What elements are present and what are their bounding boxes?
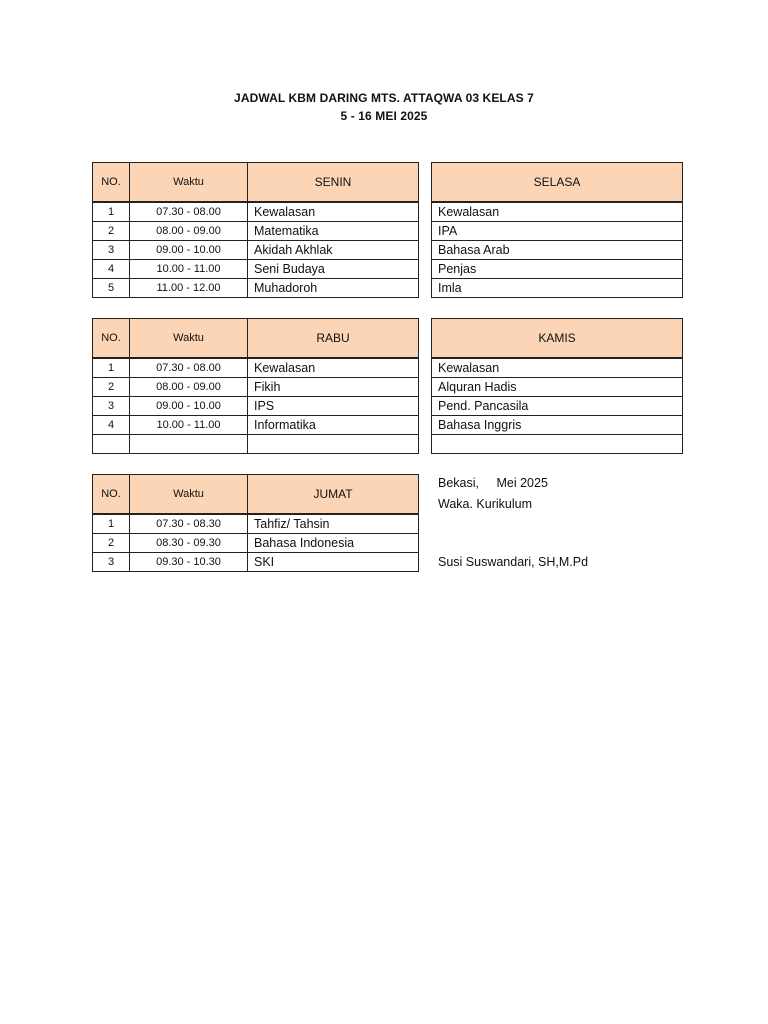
table-row <box>432 241 683 260</box>
header-day-kamis: KAMIS <box>432 319 683 359</box>
table-row <box>432 397 683 416</box>
row-subject: Imla <box>432 279 683 298</box>
table-row <box>93 378 419 397</box>
row-time <box>130 435 248 454</box>
table-row <box>93 553 419 572</box>
header-waktu: Waktu <box>130 475 248 515</box>
row-subject: Fikih <box>248 378 419 397</box>
row-no: 4 <box>93 260 130 279</box>
row-subject: SKI <box>248 553 419 572</box>
row-time: 08.00 - 09.00 <box>130 222 248 241</box>
row-time: 09.30 - 10.30 <box>130 553 248 572</box>
schedule-table-jumat <box>92 474 419 572</box>
row-subject: Informatika <box>248 416 419 435</box>
row-time: 07.30 - 08.00 <box>130 202 248 222</box>
table-row <box>432 378 683 397</box>
table-row <box>93 202 419 222</box>
row-subject: Kewalasan <box>432 358 683 378</box>
table-header-row <box>93 475 419 515</box>
table-header-row <box>93 163 419 203</box>
row-no: 2 <box>93 534 130 553</box>
row-subject: Kewalasan <box>248 202 419 222</box>
row-subject: Matematika <box>248 222 419 241</box>
row-time: 11.00 - 12.00 <box>130 279 248 298</box>
table-row <box>432 279 683 298</box>
row-subject: Bahasa Indonesia <box>248 534 419 553</box>
row-time: 09.00 - 10.00 <box>130 397 248 416</box>
row-no: 3 <box>93 241 130 260</box>
row-subject: Tahfiz/ Tahsin <box>248 514 419 534</box>
row-subject: Kewalasan <box>432 202 683 222</box>
row-subject: IPS <box>248 397 419 416</box>
table-row <box>432 222 683 241</box>
row-subject: Bahasa Arab <box>432 241 683 260</box>
table-row <box>93 435 419 454</box>
row-no: 1 <box>93 202 130 222</box>
signature-place: Bekasi, <box>438 476 479 490</box>
table-row <box>93 416 419 435</box>
row-no: 1 <box>93 358 130 378</box>
table-row <box>432 416 683 435</box>
table-row <box>93 397 419 416</box>
header-day-jumat: JUMAT <box>248 475 419 515</box>
document-date-range: 5 - 16 MEI 2025 <box>340 109 428 123</box>
document-title: JADWAL KBM DARING MTS. ATTAQWA 03 KELAS 7 <box>234 91 534 105</box>
row-time: 09.00 - 10.00 <box>130 241 248 260</box>
table-row <box>432 260 683 279</box>
table-row <box>93 534 419 553</box>
header-waktu: Waktu <box>130 163 248 203</box>
row-no: 5 <box>93 279 130 298</box>
row-time: 08.30 - 09.30 <box>130 534 248 553</box>
header-no: NO. <box>93 319 130 359</box>
signature-name: Susi Suswandari, SH,M.Pd <box>438 555 589 569</box>
row-no: 1 <box>93 514 130 534</box>
header-no: NO. <box>93 163 130 203</box>
table-row <box>432 358 683 378</box>
row-no <box>93 435 130 454</box>
signature-place-date <box>438 476 548 490</box>
table-row <box>432 435 683 454</box>
row-subject: Akidah Akhlak <box>248 241 419 260</box>
signature-date: Mei 2025 <box>496 476 548 490</box>
row-subject: Penjas <box>432 260 683 279</box>
row-no: 2 <box>93 222 130 241</box>
row-subject: Alquran Hadis <box>432 378 683 397</box>
table-row <box>93 260 419 279</box>
row-subject: Seni Budaya <box>248 260 419 279</box>
row-subject <box>432 435 683 454</box>
schedule-table-senin <box>92 162 419 298</box>
table-header-row <box>432 319 683 359</box>
row-subject: Pend. Pancasila <box>432 397 683 416</box>
schedule-table-rabu <box>92 318 419 454</box>
row-subject: IPA <box>432 222 683 241</box>
row-no: 2 <box>93 378 130 397</box>
row-no: 3 <box>93 553 130 572</box>
row-time: 08.00 - 09.00 <box>130 378 248 397</box>
table-row <box>93 514 419 534</box>
row-no: 4 <box>93 416 130 435</box>
row-time: 07.30 - 08.30 <box>130 514 248 534</box>
row-no: 3 <box>93 397 130 416</box>
header-day-selasa: SELASA <box>432 163 683 203</box>
header-day-rabu: RABU <box>248 319 419 359</box>
signature-position: Waka. Kurikulum <box>438 497 533 511</box>
table-row <box>93 241 419 260</box>
table-header-row <box>93 319 419 359</box>
row-time: 10.00 - 11.00 <box>130 260 248 279</box>
row-time: 10.00 - 11.00 <box>130 416 248 435</box>
table-row <box>93 222 419 241</box>
row-subject: Muhadoroh <box>248 279 419 298</box>
table-header-row <box>432 163 683 203</box>
schedule-table-selasa <box>431 162 683 298</box>
table-row <box>93 358 419 378</box>
table-row <box>432 202 683 222</box>
table-row <box>93 279 419 298</box>
header-waktu: Waktu <box>130 319 248 359</box>
row-subject <box>248 435 419 454</box>
schedule-table-kamis <box>431 318 683 454</box>
row-subject: Bahasa Inggris <box>432 416 683 435</box>
row-time: 07.30 - 08.00 <box>130 358 248 378</box>
header-day-senin: SENIN <box>248 163 419 203</box>
header-no: NO. <box>93 475 130 515</box>
row-subject: Kewalasan <box>248 358 419 378</box>
